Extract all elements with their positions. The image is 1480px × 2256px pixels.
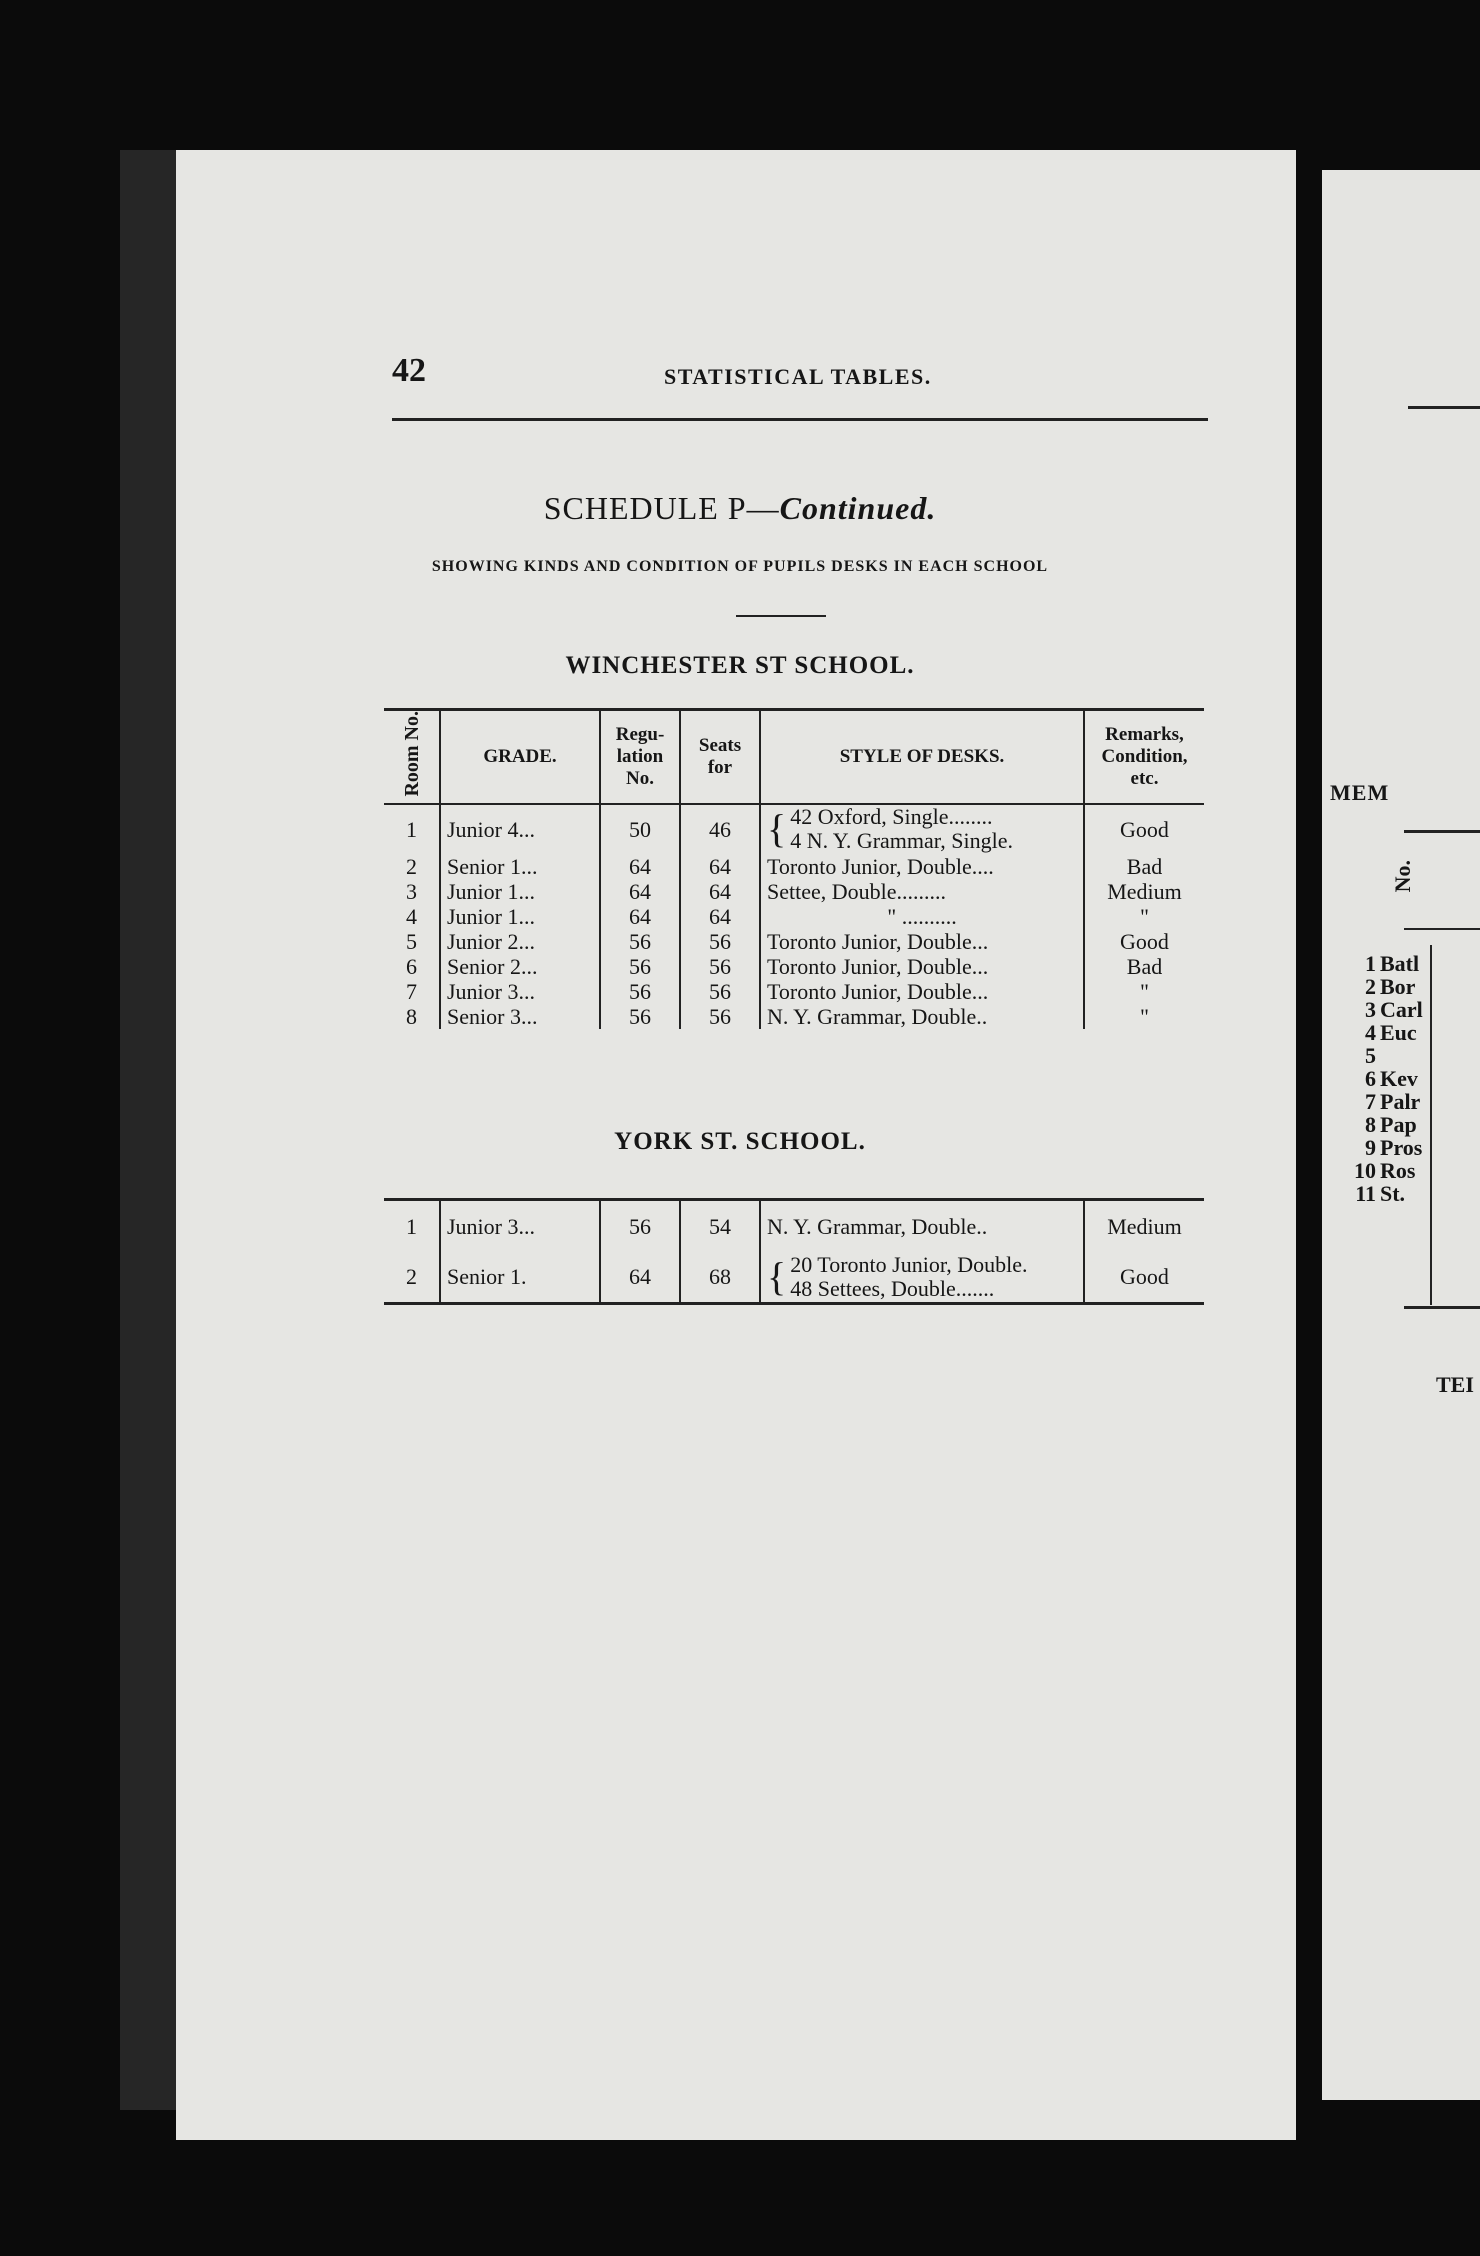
remarks-cell: Bad [1126,853,1163,879]
table-row [384,804,1204,854]
york-school-title: YORK ST. SCHOOL. [614,1128,866,1155]
remarks-cell: Good [1120,928,1169,954]
room-cell: 2 [384,854,440,879]
col-style: STYLE OF DESKS. [760,710,1084,804]
room-cell: 7 [384,979,440,1004]
right-table-bottom-rule [1404,1306,1480,1309]
style-line-1: 20 Toronto Junior, Double. [790,1251,1028,1277]
room-cell: 8 [384,1004,440,1029]
col-remarks: Remarks, Condition, etc. [1101,723,1188,789]
style-cell [760,1252,1084,1304]
seats-cell: 56 [680,954,760,979]
regulation-cell: 50 [600,804,680,854]
schedule-title [0,490,1480,527]
col-room: Room No. [384,710,440,804]
grade-cell: Senior 1... [440,854,600,879]
style-line-2: 4 N. Y. Grammar, Single. [790,828,1013,854]
regulation-cell: 56 [600,1200,680,1252]
header-rule [392,418,1208,421]
room-cell: 4 [384,904,440,929]
table-row [384,954,1204,979]
col-seats: Seats for [680,710,760,804]
regulation-cell: 56 [600,1004,680,1029]
right-col-no: No. [1390,860,1415,893]
right-page-footer: TEI [1436,1372,1474,1397]
york-table [384,1198,1204,1305]
grade-cell: Junior 3... [440,979,600,1004]
remarks-cell: " [1140,978,1149,1004]
style-line-1: 42 Oxford, Single........ [790,804,993,830]
remarks-cell: Medium [1107,1213,1182,1239]
schedule-subtitle: SHOWING KINDS AND CONDITION OF PUPILS DESKS IN EACH SCHOOL [431,558,1049,575]
seats-cell: 46 [680,804,760,854]
right-table-header-rule [1404,928,1480,930]
grade-cell: Junior 3... [440,1200,600,1252]
seats-cell: 56 [680,1004,760,1029]
table-row [384,1200,1204,1252]
page-number: 42 [392,352,426,389]
remarks-cell: Medium [1107,878,1182,904]
remarks-cell: " [1140,1003,1149,1029]
schedule-title-italic: Continued. [779,490,937,526]
regulation-cell: 64 [600,879,680,904]
grade-cell: Senior 2... [440,954,600,979]
seats-cell: 64 [680,904,760,929]
style-cell: Toronto Junior, Double... [760,954,1084,979]
room-cell: 3 [384,879,440,904]
schedule-title-main: SCHEDULE P— [543,490,780,526]
right-table-top-rule [1404,830,1480,833]
table-row [384,1004,1204,1029]
table-row [384,854,1204,879]
seats-cell: 54 [680,1200,760,1252]
winchester-table [384,708,1204,1029]
room-cell: 1 [384,1200,440,1252]
style-cell: Toronto Junior, Double.... [760,854,1084,879]
grade-cell: Junior 4... [440,804,600,854]
col-regulation: Regu- lation No. [600,710,680,804]
regulation-cell: 64 [600,854,680,879]
brace-mark: { [767,806,787,852]
table-row [384,1252,1204,1304]
regulation-cell: 64 [600,1252,680,1304]
winchester-school-title: WINCHESTER ST SCHOOL. [565,652,915,679]
style-cell [760,804,1084,854]
seats-cell: 64 [680,879,760,904]
style-cell: Settee, Double......... [760,879,1084,904]
style-line-2: 48 Settees, Double....... [790,1275,995,1301]
col-grade: GRADE. [440,710,600,804]
remarks-cell: Bad [1126,953,1163,979]
grade-cell: Senior 3... [440,1004,600,1029]
style-cell: Toronto Junior, Double... [760,979,1084,1004]
table-row [384,979,1204,1004]
table-row [384,879,1204,904]
style-cell: Toronto Junior, Double... [760,929,1084,954]
room-cell: 1 [384,804,440,854]
running-head: STATISTICAL TABLES. [664,364,932,389]
regulation-cell: 56 [600,979,680,1004]
room-cell: 2 [384,1252,440,1304]
grade-cell: Senior 1. [440,1252,600,1304]
table-row [384,929,1204,954]
seats-cell: 56 [680,979,760,1004]
grade-cell: Junior 1... [440,879,600,904]
style-cell: N. Y. Grammar, Double.. [760,1004,1084,1029]
regulation-cell: 56 [600,929,680,954]
table-row [384,904,1204,929]
grade-cell: Junior 2... [440,929,600,954]
style-cell: N. Y. Grammar, Double.. [760,1200,1084,1252]
short-rule [736,615,826,617]
seats-cell: 68 [680,1252,760,1304]
seats-cell: 56 [680,929,760,954]
room-cell: 5 [384,929,440,954]
winchester-header-row [384,710,1204,804]
room-cell: 6 [384,954,440,979]
remarks-cell: Good [1120,1264,1169,1290]
style-cell: " .......... [760,904,1084,929]
right-page-header-rule [1408,406,1480,409]
regulation-cell: 64 [600,904,680,929]
grade-cell: Junior 1... [440,904,600,929]
regulation-cell: 56 [600,954,680,979]
right-number-column: 1 2 3 4 5 6 7 8 9 10 11 [1354,951,1376,1206]
right-page-heading: MEM [1330,780,1390,805]
remarks-cell: " [1140,903,1149,929]
right-name-column: Batl Bor Carl Euc Kev Palr Pap Pros Ros St. [1380,951,1423,1206]
remarks-cell: Good [1120,816,1169,842]
seats-cell: 64 [680,854,760,879]
brace-mark: { [767,1253,787,1299]
